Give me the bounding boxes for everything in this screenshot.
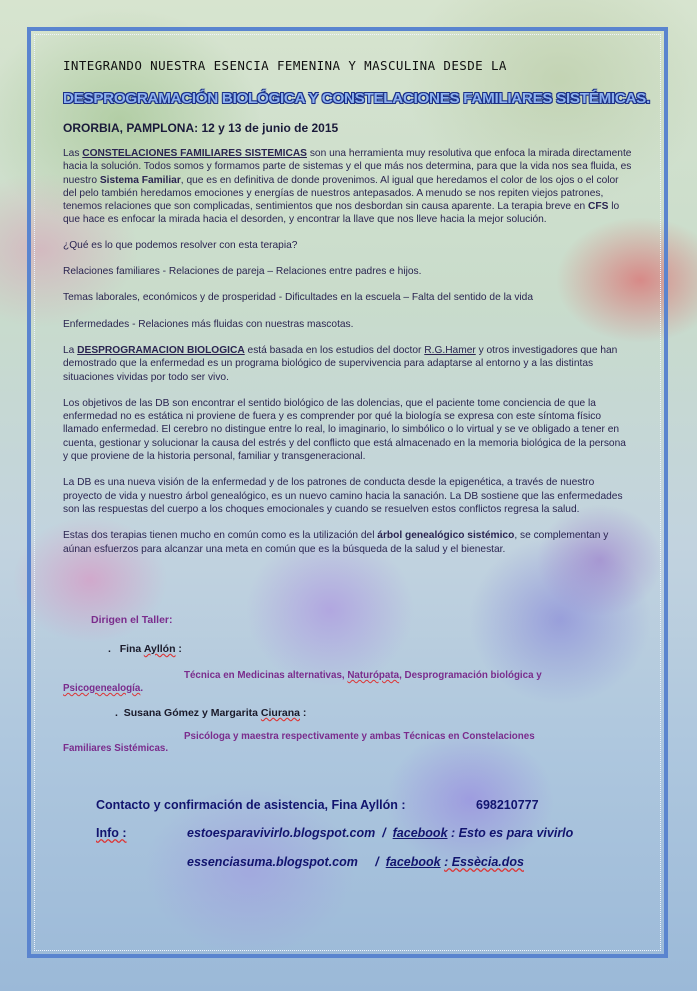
facilitator-2-name: . Susana Gómez y Margarita Ciurana : (115, 707, 307, 719)
contact-label: Contacto y confirmación de asistencia, Fina Ayllón : (96, 798, 406, 812)
facebook-link-1[interactable]: facebook (392, 826, 448, 840)
facilitator-2-role-cont: Familiares Sistémicas. (63, 743, 169, 754)
facilitator-1-name: . Fina Ayllón : (108, 643, 182, 655)
term-db: DESPROGRAMACION BIOLOGICA (77, 344, 245, 356)
term-cfs-abbr: CFS (588, 201, 609, 213)
title-line-1: INTEGRANDO NUESTRA ESENCIA FEMENINA Y MASCULINA DESDE LA (63, 58, 507, 73)
place-date: ORORBIA, PAMPLONA: 12 y 13 de junio de 2015 (63, 121, 339, 135)
facilitator-2-role: Psicóloga y maestra respectivamente y ambas Técnicas en Constelaciones (184, 731, 535, 742)
topics-illness: Enfermedades - Relaciones más fluidas con nuestras mascotas. (63, 318, 354, 330)
term-family-system: Sistema Familiar (99, 174, 181, 186)
db-paragraph-2: Los objetivos de las DB son encontrar el sentido biológico de las dolencias, que el paciente tome conciencia de que la enfermedad no es estática ni proviene de fuera y es comprender por qué la biología se expresa con este síntoma físico llamado enfermedad. El cerebro no distingue entre lo real, lo imaginario, lo simbólico o lo virtual y se ve obligado a tener en cuenta, gestionar y solucionar la causa del estrés y del conflicto que está almacenado en la memoria biológica de la persona y que proviene de la historia personal, familiar y transgeneracional. (63, 397, 626, 463)
question-line: ¿Qué es lo que podemos resolver con esta terapia? (63, 239, 298, 251)
topics-work: Temas laborales, económicos y de prosperidad - Dificultades en la escuela – Falta del sentido de la vida (63, 292, 534, 304)
db-paragraph-1: La DESPROGRAMACION BIOLOGICA está basada en los estudios del doctor R.G.Hamer y otros investigadores que han demostrado que la enfermedad es un programa biológico de supervivencia para adaptarse al entorno y a las distintas situaciones vividas por todo ser vivo. (63, 344, 618, 383)
contact-links-2: essenciasuma.blogspot.com / facebook : Essècia.dos (187, 855, 524, 869)
facilitators-heading: Dirigen el Taller: (91, 614, 173, 626)
blog-link-2[interactable]: essenciasuma.blogspot.com (187, 855, 358, 869)
topics-family: Relaciones familiares - Relaciones de pareja – Relaciones entre padres e hijos. (63, 266, 422, 278)
blog-link-1[interactable]: estoesparavivirlo.blogspot.com (187, 826, 376, 840)
db-paragraph-4: Estas dos terapias tienen mucho en común como es la utilización del árbol genealógico sistémico, se complementan y aúnan esfuerzos para alcanzar una meta en común que es la búsqueda de la salud y el bienestar. (63, 530, 609, 555)
doctor-name: R.G.Hamer (424, 344, 476, 356)
term-genealogical-tree: árbol genealógico sistémico (377, 530, 515, 542)
facilitator-1-role-cont: Psicogenealogía. (63, 683, 144, 694)
facebook-link-2[interactable]: facebook (385, 855, 441, 869)
db-paragraph-3: La DB es una nueva visión de la enfermedad y de los patrones de conducta desde la epigenética, a través de nuestro proyecto de vida y nuestro árbol genealógico, es un nuevo camino hacia la sanación. La DB sostiene que las enfermedades son las respuestas del cuerpo a los choques emocionales y cuando se resuelven estos conflictos regresa la salud. (63, 477, 623, 515)
contact-phone: 698210777 (476, 798, 539, 812)
info-label: Info : (96, 826, 127, 840)
contact-links-1: estoesparavivirlo.blogspot.com / facebook : Esto es para vivirlo (187, 826, 574, 840)
flyer-content (63, 58, 650, 556)
intro-paragraph: Las CONSTELACIONES FAMILIARES SISTEMICAS son una herramienta muy resolutiva que enfoca la mirada directamente hacia la solución. Todos somos y formamos parte de sistemas y el que más nos determina, para que la vida nos sea fluida, es nuestro Sistema Familiar, que es en definitiva de donde provenimos. Al igual que heredamos el color de los ojos o el color del pelo también heredamos emociones y energías de nuestros antepasados. A menudo se nos repiten viejos patrones, tenemos relaciones que son complicadas, sentimientos que nos desbordan sin causa aparente. La terapia breve en CFS lo que hace es enfocar la mirada hacia el desorden, y encontrar la llave que nos lleve hacia la mejor solución. (63, 148, 632, 226)
facilitator-1-role: Técnica en Medicinas alternativas, Naturópata, Desprogramación biológica y (184, 670, 542, 681)
term-cfs: CONSTELACIONES FAMILIARES SISTEMICAS (82, 148, 307, 159)
title-line-2: DESPROGRAMACIÓN BIOLÓGICA Y CONSTELACIONES FAMILIARES SISTÉMICAS. (63, 90, 650, 107)
